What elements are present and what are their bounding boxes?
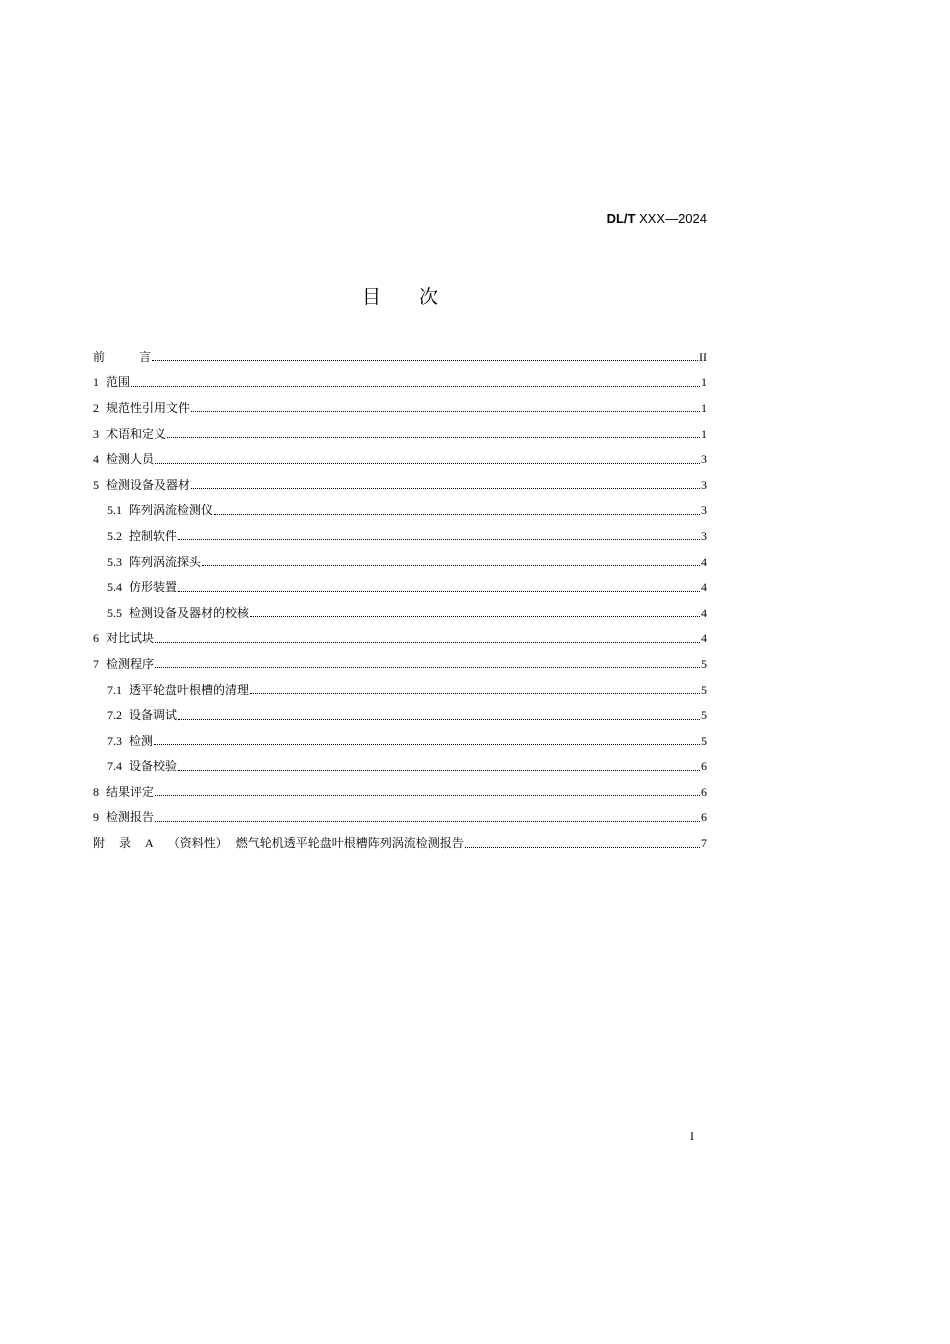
table-of-contents (93, 344, 707, 856)
toc-entry-page: 3 (701, 528, 707, 543)
toc-entry[interactable] (93, 651, 707, 677)
toc-entry[interactable] (93, 805, 707, 831)
toc-entry-text: 检测人员 (106, 452, 155, 467)
appendix-type: （资料性） (167, 836, 228, 851)
toc-entry-text: 透平轮盘叶根槽的清理 (129, 682, 250, 697)
toc-entry-label (93, 658, 154, 670)
toc-entry-text: 检测报告 (106, 810, 155, 825)
toc-entry[interactable] (93, 370, 707, 396)
dot-leader (155, 667, 700, 668)
toc-entry[interactable] (93, 626, 707, 652)
toc-entry-text: 阵列涡流检测仪 (129, 503, 214, 518)
dot-leader (178, 719, 700, 720)
toc-entry-text: 阵列涡流探头 (129, 554, 202, 569)
toc-entry-label (93, 786, 154, 798)
toc-entry-text: 检测 (129, 733, 154, 748)
toc-entry[interactable] (93, 395, 707, 421)
toc-entry[interactable] (93, 574, 707, 600)
toc-entry-number: 6 (93, 631, 99, 646)
toc-entry-text: 设备校验 (129, 759, 178, 774)
toc-entry-label (107, 530, 177, 542)
toc-entry-text: 控制软件 (129, 528, 178, 543)
dot-leader (178, 539, 700, 540)
toc-entry-text: 设备调试 (129, 708, 178, 723)
toc-entry-number: 7.1 (107, 682, 122, 697)
toc-entry-number: 5 (93, 477, 99, 492)
toc-entry-page: 4 (701, 554, 707, 569)
toc-entry-number: 8 (93, 784, 99, 799)
appendix-letter: A (145, 836, 154, 851)
dot-leader (131, 386, 700, 387)
toc-entry-number: 5.5 (107, 605, 122, 620)
toc-entry-label (107, 607, 249, 619)
toc-entry-preface[interactable] (93, 344, 707, 370)
toc-entry-number: 2 (93, 400, 99, 415)
toc-entry[interactable] (93, 498, 707, 524)
toc-entry[interactable] (93, 754, 707, 780)
toc-entry-page: 4 (701, 605, 707, 620)
toc-entry-page: 1 (701, 426, 707, 441)
toc-entry-page: 1 (701, 375, 707, 390)
toc-entry-label (93, 376, 130, 388)
toc-entry-label (93, 428, 166, 440)
toc-entry-text: 规范性引用文件 (106, 400, 191, 415)
dot-leader (465, 847, 700, 848)
toc-entry-page: 6 (701, 759, 707, 774)
toc-entry[interactable] (93, 600, 707, 626)
toc-entry-label (93, 402, 190, 414)
toc-entry-number: 4 (93, 452, 99, 467)
toc-entry-text: 范围 (106, 375, 131, 390)
toc-entry[interactable] (93, 677, 707, 703)
dot-leader (155, 463, 700, 464)
appendix-word-1: 附 (93, 836, 106, 851)
appendix-title: 燃气轮机透平轮盘叶根槽阵列涡流检测报告 (235, 836, 464, 851)
toc-entry-label (107, 709, 177, 721)
document-code-number: XXX—2024 (635, 211, 707, 226)
dot-leader (178, 770, 700, 771)
toc-title-char-2: 次 (419, 286, 439, 308)
toc-entry-page: 5 (701, 708, 707, 723)
toc-entry-page: 7 (701, 836, 707, 851)
preface-char-2: 言 (139, 349, 152, 364)
dot-leader (155, 642, 700, 643)
dot-leader (155, 795, 700, 796)
toc-entry-page: 3 (701, 503, 707, 518)
dot-leader (178, 591, 700, 592)
dot-leader (250, 693, 700, 694)
toc-entry[interactable] (93, 472, 707, 498)
toc-entry-text: 检测设备及器材的校核 (129, 605, 250, 620)
dot-leader (155, 821, 700, 822)
toc-entry-page: 5 (701, 656, 707, 671)
toc-entry-number: 1 (93, 375, 99, 390)
toc-entry-page: 3 (701, 477, 707, 492)
toc-entry-text: 检测设备及器材 (106, 477, 191, 492)
toc-entry-label (93, 837, 464, 849)
toc-entry-page: 6 (701, 784, 707, 799)
toc-entry-number: 7.2 (107, 708, 122, 723)
page-number: I (690, 1129, 694, 1143)
toc-entry-text: 术语和定义 (106, 426, 167, 441)
toc-entry-label (107, 504, 213, 516)
toc-entry-page: 6 (701, 810, 707, 825)
toc-entry-page: 5 (701, 733, 707, 748)
toc-entry-page: 5 (701, 682, 707, 697)
dot-leader (191, 488, 700, 489)
dot-leader (167, 437, 700, 438)
toc-title-char-1: 目 (361, 286, 381, 308)
toc-entry-label (107, 556, 201, 568)
toc-entry[interactable] (93, 728, 707, 754)
toc-entry-number: 7.4 (107, 759, 122, 774)
toc-entry-label (107, 735, 153, 747)
toc-entry-label (93, 632, 154, 644)
toc-entry-label (107, 581, 177, 593)
appendix-word-2: 录 (119, 836, 132, 851)
toc-entry-text: 仿形装置 (129, 580, 178, 595)
toc-entry-number: 5.3 (107, 554, 122, 569)
toc-entry-number: 5.1 (107, 503, 122, 518)
toc-entry-appendix[interactable] (93, 830, 707, 856)
dot-leader (250, 616, 700, 617)
dot-leader (154, 744, 700, 745)
toc-entry[interactable] (93, 446, 707, 472)
toc-entry-label (107, 760, 177, 772)
toc-entry-number: 7.3 (107, 733, 122, 748)
toc-entry-label (93, 811, 154, 823)
toc-title (0, 282, 800, 309)
toc-entry[interactable] (93, 549, 707, 575)
toc-entry-text: 结果评定 (106, 784, 155, 799)
toc-entry-text: 检测程序 (106, 656, 155, 671)
toc-entry-number: 5.2 (107, 528, 122, 543)
toc-entry-label (93, 453, 154, 465)
document-code-prefix: DL/T (606, 211, 636, 226)
toc-entry-number: 5.4 (107, 580, 122, 595)
toc-entry[interactable] (93, 702, 707, 728)
toc-entry-number: 9 (93, 810, 99, 825)
dot-leader (152, 360, 698, 361)
toc-entry-number: 3 (93, 426, 99, 441)
toc-entry-label (93, 351, 151, 363)
toc-entry-text: 对比试块 (106, 631, 155, 646)
toc-entry[interactable] (93, 421, 707, 447)
document-code (607, 211, 707, 226)
dot-leader (214, 514, 700, 515)
dot-leader (191, 411, 700, 412)
toc-entry-label (93, 479, 190, 491)
toc-entry-label (107, 684, 249, 696)
toc-entry-page: 4 (701, 631, 707, 646)
toc-entry[interactable] (93, 779, 707, 805)
toc-entry-page: 1 (701, 400, 707, 415)
toc-entry-page: 4 (701, 580, 707, 595)
toc-entry-page: II (699, 349, 707, 364)
toc-entry-page: 3 (701, 452, 707, 467)
toc-entry[interactable] (93, 523, 707, 549)
toc-entry-number: 7 (93, 656, 99, 671)
preface-char-1: 前 (93, 349, 106, 364)
dot-leader (202, 565, 700, 566)
